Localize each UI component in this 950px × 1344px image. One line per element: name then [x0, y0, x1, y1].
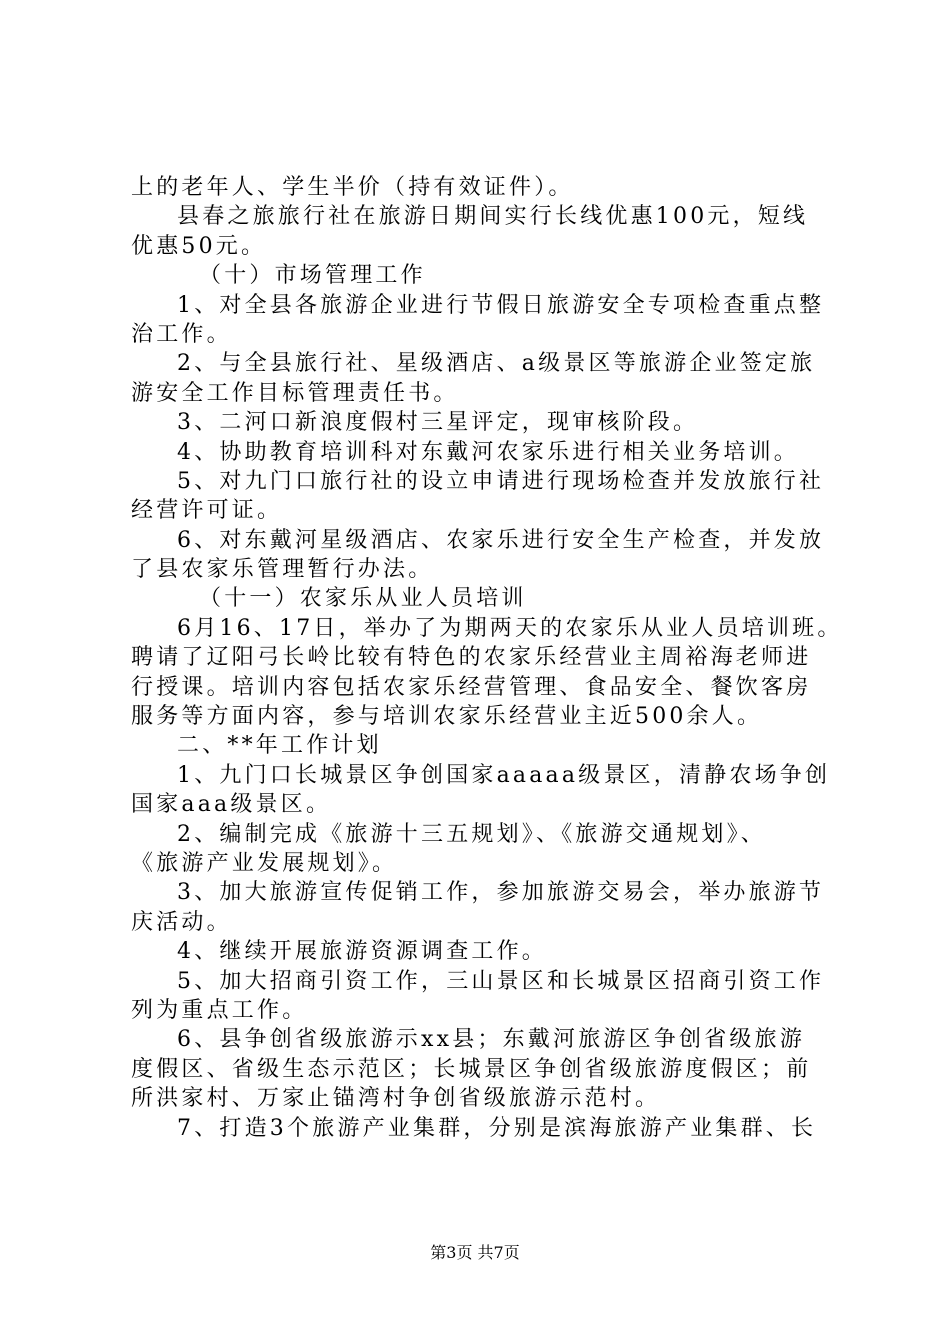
- text-line: 5、对九门口旅行社的设立申请进行现场检查并发放旅行社: [177, 468, 825, 494]
- text-line: 5、加大招商引资工作，三山景区和长城景区招商引资工作: [177, 968, 825, 994]
- text-line: 庆活动。: [131, 909, 232, 935]
- text-line: 3、二河口新浪度假村三星评定，现审核阶段。: [177, 410, 699, 436]
- text-line: 了县农家乐管理暂行办法。: [131, 557, 434, 583]
- text-line: 所洪家村、万家止锚湾村争创省级旅游示范村。: [131, 1086, 661, 1112]
- text-line: 《旅游产业发展规划》。: [131, 850, 398, 876]
- text-line: 上的老年人、学生半价（持有效证件）。: [131, 175, 574, 200]
- text-line: 游安全工作目标管理责任书。: [131, 380, 459, 406]
- text-line: 列为重点工作。: [131, 997, 308, 1023]
- text-line: 7、打造3个旅游产业集群，分别是滨海旅游产业集群、长: [177, 1115, 817, 1141]
- text-line: 6月16、17日，举办了为期两天的农家乐从业人员培训班。: [177, 615, 843, 641]
- text-line: 2、与全县旅行社、星级酒店、a级景区等旅游企业签定旅: [177, 351, 816, 377]
- text-line: 国家aaa级景区。: [131, 792, 332, 818]
- text-line: 服务等方面内容，参与培训农家乐经营业主近500余人。: [131, 704, 763, 730]
- text-line: 聘请了辽阳弓长岭比较有特色的农家乐经营业主周裕海老师进: [131, 645, 812, 671]
- text-line: 3、加大旅游宣传促销工作，参加旅游交易会，举办旅游节: [177, 880, 825, 906]
- text-line: 4、协助教育培训科对东戴河农家乐进行相关业务培训。: [177, 439, 799, 465]
- text-line: 经营许可证。: [131, 498, 283, 524]
- text-line: 1、对全县各旅游企业进行节假日旅游安全专项检查重点整: [177, 292, 825, 318]
- text-line: 2、编制完成《旅游十三五规划》、《旅游交通规划》、: [177, 821, 766, 847]
- text-line: 度假区、省级生态示范区；长城景区争创省级旅游度假区；前: [131, 1056, 812, 1082]
- text-line: 1、九门口长城景区争创国家aaaaa级景区，清静农场争创: [177, 762, 831, 788]
- page-number-footer: 第3页 共7页: [430, 1243, 520, 1262]
- section-heading: 二、**年工作计划: [177, 733, 382, 759]
- text-line: 4、继续开展旅游资源调查工作。: [177, 939, 547, 965]
- text-line: 治工作。: [131, 321, 232, 347]
- text-line: 6、对东戴河星级酒店、农家乐进行安全生产检查，并发放: [177, 527, 825, 553]
- text-line: 6、县争创省级旅游示xx县；东戴河旅游区争创省级旅游: [177, 1027, 806, 1053]
- section-heading: （十一）农家乐从业人员培训: [199, 586, 527, 612]
- text-line: 行授课。培训内容包括农家乐经营管理、食品安全、餐饮客房: [131, 674, 812, 700]
- text-line: 县春之旅旅行社在旅游日期间实行长线优惠100元，短线: [177, 204, 809, 230]
- section-heading: （十）市场管理工作: [199, 263, 426, 289]
- document-body: [131, 173, 843, 1143]
- text-line: 优惠50元。: [131, 233, 267, 259]
